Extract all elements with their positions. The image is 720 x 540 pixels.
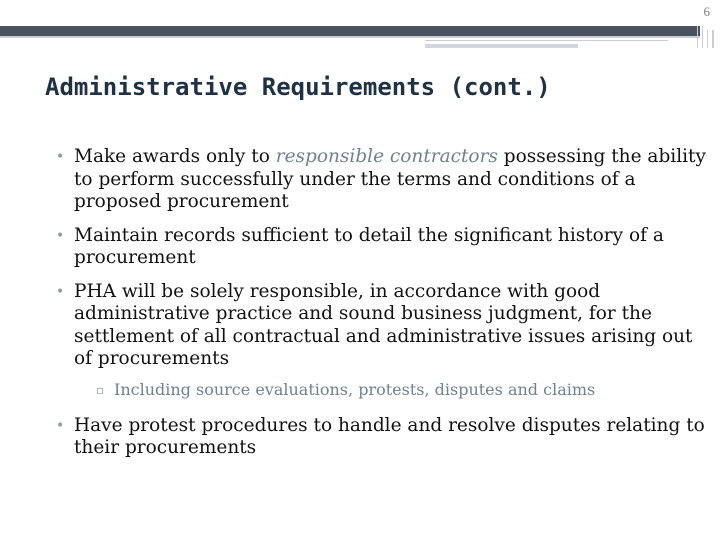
bullet-icon: • [56,227,65,244]
decorative-line [707,30,708,48]
bullet-text: Maintain records sufficient to detail the significant history of a procurement [74,224,664,268]
decorative-line [712,30,714,48]
bullet-text: PHA will be solely responsible, in accordance with good administrative practice and sound business judgment, for the settlement of all contractual and administrative issues arising out of procurements [74,280,693,369]
bullet-icon: • [56,149,65,165]
decorative-line [697,26,698,48]
bullet-list [56,146,706,471]
bullet-icon: • [56,283,65,300]
bullet-item [56,281,706,371]
bullet-text: possessing the ability to perform successfully under the terms and conditions of a proposed procurement [74,146,706,212]
slide-title: Administrative Requirements (cont.) [45,73,551,101]
header-rule-thin [425,40,668,41]
bullet-item [56,415,706,460]
decorative-line [702,26,703,48]
slide-number: 6 [703,4,710,19]
bullet-text: Make awards only to [74,146,276,167]
sub-bullet-item [96,380,706,400]
bullet-text: Have protest procedures to handle and resolve disputes relating to their procurements [74,414,705,458]
sub-bullet-text: Including source evaluations, protests, disputes and claims [114,379,596,399]
bullet-icon: • [56,417,65,434]
emphasis-text: responsible contractors [275,146,498,167]
header-rule [0,36,700,38]
header-rule-short [425,44,578,48]
header-bar [0,26,700,36]
bullet-item [56,146,706,214]
bullet-item [56,225,706,270]
sub-bullet-icon: ▫ [96,382,105,397]
